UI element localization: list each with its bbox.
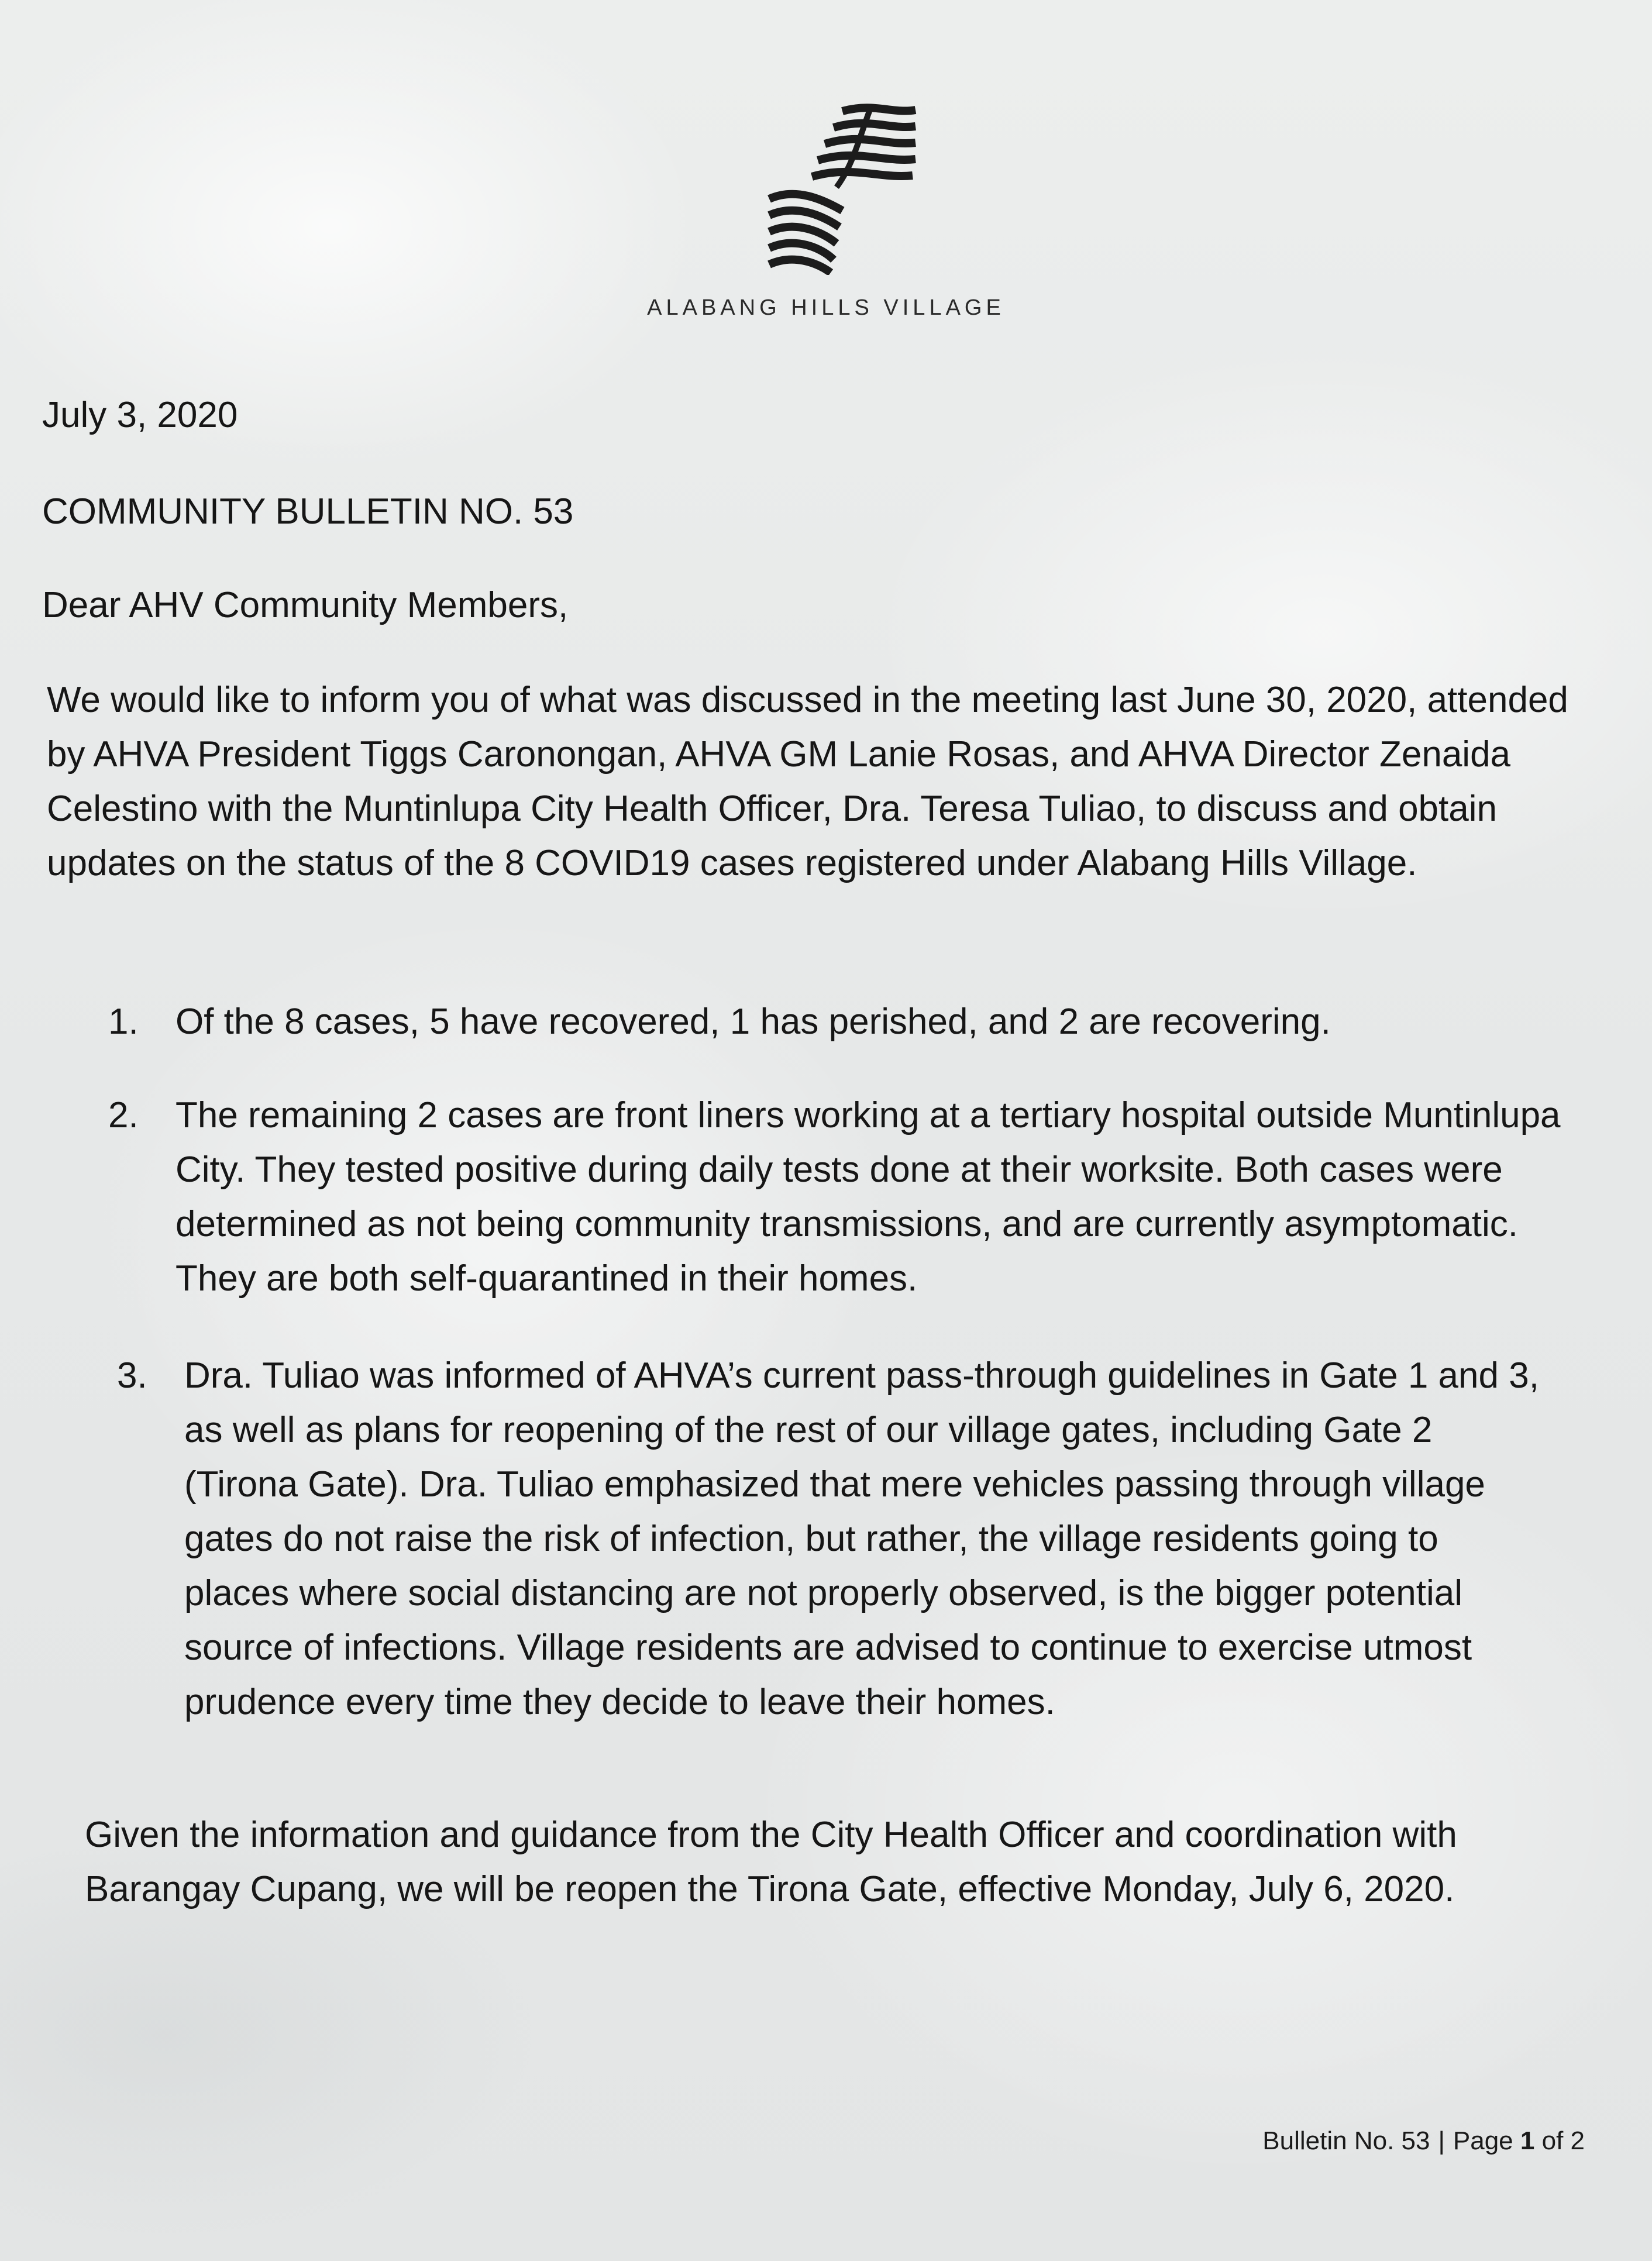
footer-page-label: Page xyxy=(1453,2126,1513,2155)
footer-page-total: of 2 xyxy=(1541,2126,1585,2155)
footer-bulletin-label: Bulletin No. 53 xyxy=(1262,2126,1430,2155)
letter-date: July 3, 2020 xyxy=(42,395,238,435)
list-item-text: Of the 8 cases, 5 have recovered, 1 has perished, and 2 are recovering. xyxy=(175,1002,1331,1042)
list-item-text: The remaining 2 cases are front liners working at a tertiary hospital outside Muntinlupa City. They tested positive during daily tests done at their worksite. Both cases were determined as not being community transmissions, and are currently asymptomatic. They are both self-quarantined in their homes. xyxy=(175,1095,1561,1299)
organization-name: ALABANG HILLS VILLAGE xyxy=(647,295,1005,320)
list-item-number: 1. xyxy=(108,1002,139,1042)
salutation: Dear AHV Community Members, xyxy=(42,585,569,625)
closing-paragraph: Given the information and guidance from the City Health Officer and coordination with Barangay Cupang, we will be reopen the Tirona Gate, effective Monday, July 6, 2020. xyxy=(85,1815,1457,1909)
page-footer xyxy=(1262,2126,1585,2156)
list-item-number: 2. xyxy=(108,1095,139,1135)
list-item-text: Dra. Tuliao was informed of AHVA’s current pass-through guidelines in Gate 1 and 3, as well as plans for reopening of the rest of our village gates, including Gate 2 (Tirona Gate). Dra. Tuliao emphasized that mere vehicles passing through village gates do not raise the risk of infection, but rather, the village residents going to places where social distancing are not properly observed, is the bigger potential source of infections. Village residents are advised to continue to exercise utmost prudence every time they decide to leave their homes. xyxy=(184,1355,1539,1722)
list-item-number: 3. xyxy=(117,1355,147,1396)
intro-paragraph: We would like to inform you of what was discussed in the meeting last June 30, 2020, attended by AHVA President Tiggs Caronongan, AHVA GM Lanie Rosas, and AHVA Director Zenaida Celestino with the Muntinlupa City Health Officer, Dra. Teresa Tuliao, to discuss and obtain updates on the status of the 8 COVID19 cases registered under Alabang Hills Village. xyxy=(47,680,1568,883)
bulletin-title: COMMUNITY BULLETIN NO. 53 xyxy=(42,491,574,532)
footer-separator: | xyxy=(1438,2126,1445,2155)
footer-page-current: 1 xyxy=(1520,2126,1535,2155)
wave-stripes-logo xyxy=(766,99,918,275)
